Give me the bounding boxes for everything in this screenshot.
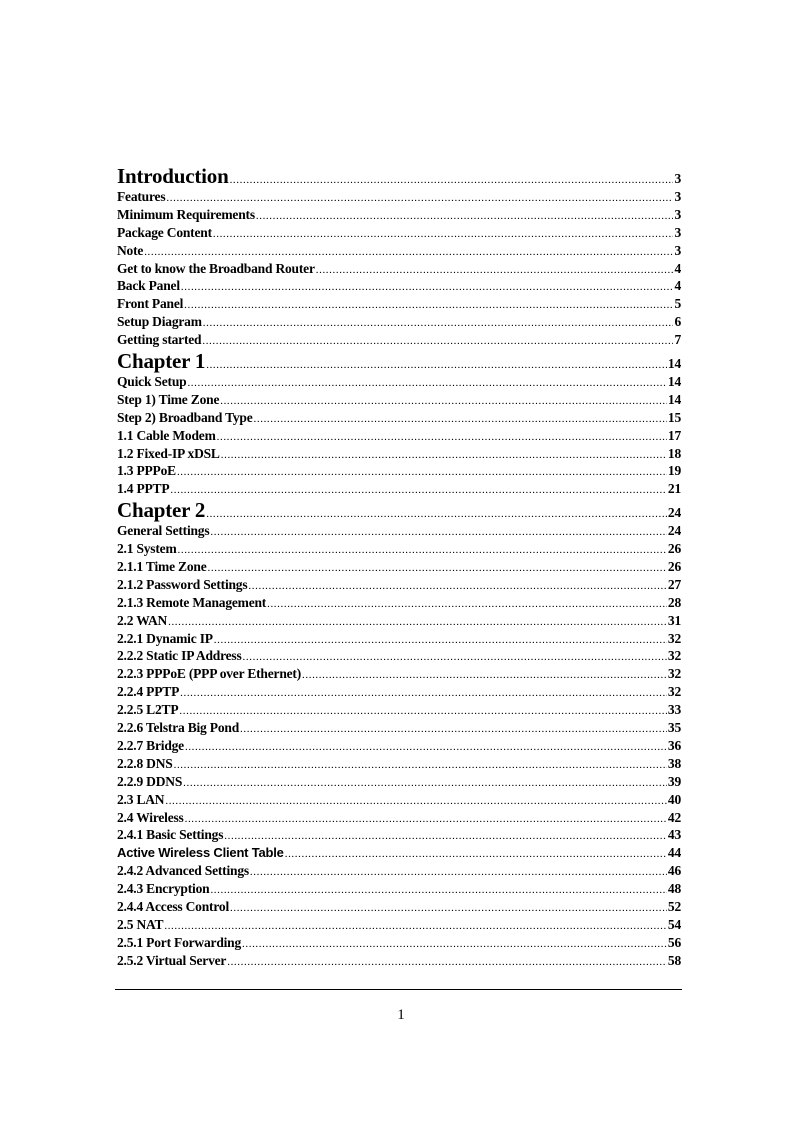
toc-entry[interactable] <box>117 540 681 558</box>
toc-entry-title: Quick Setup <box>117 374 187 390</box>
toc-entry-title: Introduction <box>117 164 229 188</box>
toc-entry[interactable] <box>117 862 681 880</box>
toc-entry-title: 2.2.5 L2TP <box>117 702 179 718</box>
toc-page-number: 28 <box>667 594 681 610</box>
dot-leader <box>267 596 667 614</box>
toc-entry[interactable] <box>117 934 681 952</box>
toc-page-number: 48 <box>667 881 681 897</box>
dot-leader <box>178 542 667 560</box>
toc-entry-title: General Settings <box>117 523 210 539</box>
toc-entry[interactable] <box>117 260 681 278</box>
dot-leader <box>316 262 674 280</box>
dot-leader <box>185 739 667 757</box>
toc-page-number: 27 <box>667 576 681 592</box>
dot-leader <box>183 775 667 793</box>
dot-leader <box>208 560 667 578</box>
toc-entry-title: Front Panel <box>117 296 184 312</box>
toc-entry-title: Setup Diagram <box>117 314 202 330</box>
toc-entry-title: 2.2.7 Bridge <box>117 737 184 753</box>
toc-entry-title: 2.4.4 Access Control <box>117 898 229 914</box>
toc-entry[interactable] <box>117 916 681 934</box>
toc-entry-title: 2.2.6 Telstra Big Pond <box>117 720 239 736</box>
toc-entry-title: 2.1 System <box>117 541 177 557</box>
toc-page-number: 42 <box>667 809 681 825</box>
dot-leader <box>203 315 674 333</box>
toc-page-number: 39 <box>667 773 681 789</box>
dot-leader <box>170 482 666 500</box>
toc-entry[interactable] <box>117 665 681 683</box>
toc-page-number: 32 <box>667 648 681 664</box>
toc-page-number: 3 <box>674 242 681 258</box>
dot-leader <box>302 667 667 685</box>
toc-entry[interactable] <box>117 683 681 701</box>
toc-page-number: 26 <box>667 541 681 557</box>
toc-entry[interactable] <box>117 612 681 630</box>
dot-leader <box>242 936 667 954</box>
dot-leader <box>181 279 674 297</box>
toc-entry-title: 1.2 Fixed-IP xDSL <box>117 445 220 461</box>
toc-entry-title: Getting started <box>117 332 202 348</box>
toc-entry[interactable] <box>117 576 681 594</box>
toc-entry[interactable] <box>117 737 681 755</box>
toc-entry-title: 2.2.9 DDNS <box>117 773 183 789</box>
toc-entry-title: 2.1.1 Time Zone <box>117 559 207 575</box>
toc-entry[interactable] <box>117 409 681 427</box>
toc-entry[interactable] <box>117 313 681 331</box>
toc-page-number: 46 <box>667 863 681 879</box>
toc-entry[interactable] <box>117 295 681 313</box>
dot-leader <box>248 578 666 596</box>
page-number: 1 <box>397 1007 405 1023</box>
toc-entry[interactable] <box>117 445 681 463</box>
toc-page-number: 58 <box>667 952 681 968</box>
dot-leader <box>240 721 667 739</box>
toc-entry-title: 2.2.1 Dynamic IP <box>117 630 213 646</box>
toc-chapter-heading[interactable] <box>117 498 681 522</box>
toc-entry-title: 2.3 LAN <box>117 791 165 807</box>
toc-page-number: 4 <box>674 278 681 294</box>
toc-entry-title: 2.5 NAT <box>117 916 164 932</box>
toc-entry[interactable] <box>117 701 681 719</box>
toc-page-number: 14 <box>667 374 681 390</box>
toc-entry[interactable] <box>117 630 681 648</box>
toc-entry[interactable] <box>117 373 681 391</box>
toc-page-number: 31 <box>667 612 681 628</box>
toc-entry[interactable] <box>117 594 681 612</box>
toc-entry-title: Minimum Requirements <box>117 206 255 222</box>
toc-entry[interactable] <box>117 522 681 540</box>
toc-entry-title: 2.2.4 PPTP <box>117 684 180 700</box>
dot-leader <box>177 464 667 482</box>
toc-entry[interactable] <box>117 331 681 349</box>
dot-leader <box>220 393 667 411</box>
toc-entry-title: 1.4 PPTP <box>117 481 170 497</box>
toc-page-number: 14 <box>667 391 681 407</box>
toc-entry[interactable] <box>117 188 681 206</box>
toc-page-number: 24 <box>667 523 681 539</box>
toc-page-number: 3 <box>674 206 681 222</box>
dot-leader <box>179 703 667 721</box>
toc-page-number: 18 <box>667 445 681 461</box>
toc-entry[interactable] <box>117 898 681 916</box>
dot-leader <box>210 882 666 900</box>
toc-entry[interactable] <box>117 952 681 970</box>
toc-page-number: 32 <box>667 666 681 682</box>
toc-entry[interactable] <box>117 427 681 445</box>
dot-leader <box>243 649 667 667</box>
toc-entry-title: 2.2.2 Static IP Address <box>117 648 242 664</box>
dot-leader <box>174 757 667 775</box>
dot-leader <box>230 900 667 918</box>
dot-leader <box>184 297 673 315</box>
toc-chapter-heading[interactable] <box>117 349 681 373</box>
toc-page-number: 35 <box>667 720 681 736</box>
toc-entry[interactable] <box>117 391 681 409</box>
toc-entry-title: 2.5.2 Virtual Server <box>117 952 227 968</box>
toc-entry[interactable] <box>117 242 681 260</box>
toc-page-number: 26 <box>667 559 681 575</box>
footer-divider <box>115 989 682 990</box>
dot-leader <box>227 954 667 972</box>
toc-entry-title: 2.2.3 PPPoE (PPP over Ethernet) <box>117 666 302 682</box>
dot-leader <box>206 353 667 377</box>
dot-leader <box>256 208 674 226</box>
toc-page-number: 6 <box>674 314 681 330</box>
dot-leader <box>217 429 667 447</box>
toc-entry[interactable] <box>117 480 681 498</box>
toc-page-number: 15 <box>667 409 681 425</box>
toc-page-number: 32 <box>667 630 681 646</box>
toc-entry-title: 2.4.3 Encryption <box>117 881 210 897</box>
toc-entry-title: Features <box>117 189 166 204</box>
toc-page-number: 56 <box>667 934 681 950</box>
toc-entry-title: 2.1.2 Password Settings <box>117 576 248 592</box>
toc-page-number: 17 <box>667 427 681 443</box>
toc-entry[interactable] <box>117 844 681 862</box>
toc-entry-title: Back Panel <box>117 278 180 294</box>
toc-page-number: 5 <box>674 296 681 312</box>
toc-entry-title: Chapter 2 <box>117 498 206 523</box>
toc-page-number: 14 <box>667 356 681 372</box>
toc-page-number: 54 <box>667 916 681 932</box>
toc-entry[interactable] <box>117 880 681 898</box>
toc-entry-title: Note <box>117 242 144 258</box>
toc-page-number: 38 <box>667 755 681 771</box>
toc-entry-title: Get to know the Broadband Router <box>117 260 315 276</box>
toc-page-number: 44 <box>667 845 681 861</box>
toc-entry-title: Active Wireless Client Table <box>117 845 284 861</box>
toc-entry[interactable] <box>117 773 681 791</box>
toc-page-number: 7 <box>674 332 681 348</box>
table-of-contents <box>117 164 681 970</box>
toc-page-number: 43 <box>667 827 681 843</box>
toc-entry[interactable] <box>117 826 681 844</box>
toc-entry[interactable] <box>117 647 681 665</box>
toc-entry[interactable] <box>117 277 681 295</box>
toc-page-number: 21 <box>667 481 681 497</box>
dot-leader <box>180 685 667 703</box>
toc-entry-title: 2.1.3 Remote Management <box>117 594 267 610</box>
toc-entry[interactable] <box>117 224 681 242</box>
toc-page-number: 4 <box>674 260 681 276</box>
toc-entry-title: Chapter 1 <box>117 349 206 374</box>
toc-entry[interactable] <box>117 791 681 809</box>
dot-leader <box>187 375 666 393</box>
toc-page-number: 40 <box>667 791 681 807</box>
dot-leader <box>221 447 667 465</box>
toc-entry[interactable] <box>117 462 681 480</box>
dot-leader <box>214 632 667 650</box>
toc-entry-title: 2.2 WAN <box>117 612 168 628</box>
toc-entry-title: 2.2.8 DNS <box>117 755 173 771</box>
toc-entry-title: 2.4.2 Advanced Settings <box>117 863 249 879</box>
dot-leader <box>185 811 667 829</box>
dot-leader <box>224 828 667 846</box>
toc-entry-title: 2.5.1 Port Forwarding <box>117 934 242 950</box>
toc-entry[interactable] <box>117 719 681 737</box>
toc-page-number: 19 <box>667 463 681 479</box>
toc-entry-title: 1.3 PPPoE <box>117 463 176 479</box>
toc-page-number: 36 <box>667 737 681 753</box>
toc-page-number: 3 <box>674 224 681 240</box>
dot-leader <box>168 614 667 632</box>
toc-entry-title: 2.4 Wireless <box>117 809 184 825</box>
toc-chapter-heading[interactable] <box>117 164 681 188</box>
toc-page-number: 33 <box>667 702 681 718</box>
dot-leader <box>202 333 673 351</box>
toc-entry[interactable] <box>117 755 681 773</box>
toc-entry-title: Package Content <box>117 224 212 240</box>
toc-entry[interactable] <box>117 206 681 224</box>
toc-page-number: 32 <box>667 684 681 700</box>
dot-leader <box>250 864 667 882</box>
toc-entry-title: 2.4.1 Basic Settings <box>117 827 224 843</box>
toc-entry[interactable] <box>117 558 681 576</box>
dot-leader <box>206 502 667 526</box>
toc-page-number: 3 <box>674 171 681 186</box>
dot-leader <box>285 846 667 864</box>
toc-page-number: 52 <box>667 898 681 914</box>
toc-entry-title: Step 1) Time Zone <box>117 391 220 407</box>
dot-leader <box>254 411 667 429</box>
dot-leader <box>230 168 674 192</box>
dot-leader <box>213 226 674 244</box>
toc-entry[interactable] <box>117 809 681 827</box>
toc-page-number: 24 <box>667 505 681 521</box>
toc-entry-title: 1.1 Cable Modem <box>117 427 216 443</box>
dot-leader <box>165 793 667 811</box>
toc-page-number: 3 <box>674 189 681 204</box>
toc-entry-title: Step 2) Broadband Type <box>117 409 253 425</box>
dot-leader <box>210 524 666 542</box>
